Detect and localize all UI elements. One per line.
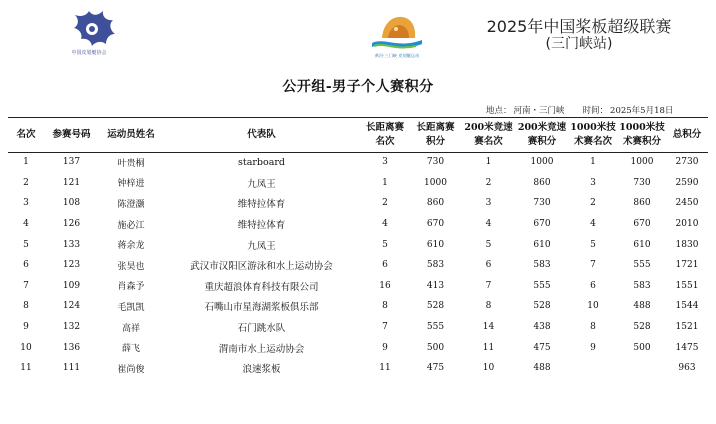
column-header-line: 赛名次	[474, 136, 503, 147]
cell-sprint-200m-points: 670	[533, 219, 551, 230]
table-row	[8, 358, 708, 379]
cell-athlete-name: 叶贵桐	[117, 158, 145, 169]
report-meta	[486, 104, 675, 116]
cell-athlete-name: 肖森予	[117, 282, 145, 293]
cell-long-distance-rank: 3	[382, 157, 388, 168]
column-header-sprint-200m-rank	[461, 118, 516, 152]
column-header-rank	[8, 118, 44, 152]
cell-rank: 5	[23, 239, 29, 250]
cell-bib-number: 136	[62, 342, 81, 353]
cell-sprint-200m-rank: 4	[485, 219, 492, 230]
cell-long-distance-points: 730	[426, 157, 445, 168]
cell-athlete-name: 崔尚俊	[117, 364, 145, 375]
column-header-line: 200米竞速	[517, 122, 567, 133]
cell-sprint-200m-rank: 10	[482, 363, 495, 374]
cell-total-points: 1521	[675, 322, 699, 333]
cell-total-points: 2730	[675, 157, 699, 168]
cell-technical-1000m-points	[618, 358, 666, 379]
cell-bib-number: 111	[62, 363, 81, 374]
column-header-technical-1000m-rank	[568, 118, 618, 152]
cell-technical-1000m-rank: 2	[590, 198, 596, 209]
cell-athlete-name: 薛飞	[121, 344, 140, 355]
column-header-line: 赛积分	[527, 136, 557, 147]
cell-athlete-name: 施必江	[117, 220, 145, 231]
cell-sprint-200m-rank: 7	[485, 280, 492, 291]
cell-long-distance-points: 1000	[424, 177, 447, 188]
cell-technical-1000m-rank: 5	[590, 239, 596, 250]
cell-bib-number: 132	[62, 322, 81, 333]
cell-bib-number: 124	[62, 301, 81, 312]
cell-athlete-name: 蒋余龙	[117, 241, 145, 252]
column-header-line: 名次	[375, 136, 395, 147]
page-title: 公开组-男子个人赛积分	[282, 79, 434, 95]
column-header-long-distance-points	[410, 118, 461, 152]
cell-technical-1000m-rank: 10	[587, 301, 599, 312]
cell-long-distance-points: 475	[426, 363, 445, 374]
cell-technical-1000m-points: 1000	[630, 157, 654, 168]
table-header-row	[8, 118, 708, 152]
cell-sprint-200m-points: 583	[533, 260, 551, 271]
column-header-line: 参赛号码	[52, 129, 91, 140]
cell-sprint-200m-points: 475	[533, 342, 551, 353]
cell-technical-1000m-rank: 4	[590, 219, 596, 230]
location-label: 地点：	[486, 106, 512, 116]
cell-athlete-name: 毛凯凯	[117, 302, 145, 313]
cell-bib-number: 123	[62, 260, 81, 271]
cell-total-points: 2010	[675, 219, 699, 230]
cell-long-distance-rank: 9	[382, 342, 388, 353]
column-header-line: 长距离赛	[365, 122, 404, 133]
column-header-line: 运动员姓名	[107, 129, 155, 140]
column-header-sprint-200m-points	[516, 118, 568, 152]
cell-long-distance-points: 555	[426, 322, 445, 333]
column-header-line: 积分	[425, 136, 445, 147]
event-logo	[366, 8, 428, 60]
cell-sprint-200m-rank: 11	[482, 342, 495, 353]
cell-technical-1000m-points: 555	[633, 260, 651, 271]
table-body	[8, 152, 708, 379]
cell-team: 九凤王	[247, 240, 276, 252]
cell-team: 维特拉体育	[237, 220, 286, 232]
cell-sprint-200m-points: 860	[533, 177, 551, 188]
cell-total-points: 963	[678, 363, 696, 374]
cell-total-points: 2590	[675, 177, 699, 188]
cell-total-points: 1475	[675, 342, 699, 353]
cell-technical-1000m-rank: 6	[590, 280, 596, 291]
cell-technical-1000m-rank: 1	[590, 157, 596, 168]
cell-rank: 3	[23, 198, 29, 209]
cell-athlete-name: 高祥	[121, 323, 140, 334]
cell-technical-1000m-points: 610	[633, 239, 651, 250]
cell-rank: 4	[23, 219, 29, 230]
cell-team: 浪速浆板	[242, 364, 281, 376]
cell-sprint-200m-points: 488	[533, 363, 551, 374]
cell-athlete-name: 张昊也	[117, 261, 145, 272]
cell-technical-1000m-rank	[568, 358, 618, 379]
cell-team: 石门跳水队	[237, 323, 286, 335]
cell-long-distance-points: 610	[426, 239, 445, 250]
cell-technical-1000m-points: 528	[633, 322, 651, 333]
cell-long-distance-points: 500	[426, 342, 445, 353]
cell-rank: 10	[20, 342, 32, 353]
event-title: 2025年中国桨板超级联赛	[486, 17, 672, 36]
cell-long-distance-rank: 7	[382, 322, 388, 333]
cell-technical-1000m-rank: 3	[590, 177, 596, 188]
cell-technical-1000m-rank: 9	[590, 342, 596, 353]
cell-technical-1000m-rank: 8	[590, 322, 596, 333]
cell-long-distance-rank: 11	[379, 363, 391, 374]
cell-long-distance-points: 670	[426, 219, 445, 230]
cell-sprint-200m-rank: 14	[482, 322, 495, 333]
table-row	[8, 337, 708, 358]
cell-technical-1000m-points: 488	[633, 301, 651, 312]
column-header-total-points	[666, 118, 708, 152]
cell-technical-1000m-rank: 7	[590, 260, 596, 271]
cell-sprint-200m-rank: 8	[485, 301, 492, 312]
cell-total-points: 1721	[675, 260, 699, 271]
cell-total-points: 1830	[675, 239, 699, 250]
cell-total-points: 1551	[675, 280, 699, 291]
cell-technical-1000m-points: 583	[633, 280, 651, 291]
cell-team: 维特拉体育	[237, 199, 286, 211]
column-header-athlete-name	[99, 118, 163, 152]
table-row	[8, 276, 708, 297]
cell-rank: 7	[23, 280, 29, 291]
cell-team: 九凤王	[247, 178, 276, 190]
cell-athlete-name: 陈澄灏	[117, 199, 145, 210]
results-table	[8, 118, 708, 379]
column-header-line: 代表队	[247, 129, 276, 140]
table-row	[8, 255, 708, 276]
cell-sprint-200m-points: 555	[533, 280, 551, 291]
cell-rank: 8	[23, 301, 29, 312]
cell-sprint-200m-rank: 6	[485, 260, 492, 271]
cell-bib-number: 121	[62, 177, 81, 188]
cell-technical-1000m-points: 500	[633, 342, 651, 353]
table-row	[8, 193, 708, 214]
cell-total-points: 1544	[675, 301, 699, 312]
cell-sprint-200m-rank: 2	[485, 177, 492, 188]
cell-rank: 1	[23, 157, 29, 168]
cell-team: 渭南市水上运动协会	[218, 343, 305, 355]
column-header-line: 长距离赛	[416, 122, 455, 133]
cell-bib-number: 108	[62, 198, 81, 209]
table-row	[8, 234, 708, 255]
column-header-technical-1000m-points	[618, 118, 666, 152]
event-subtitle: (三门峡站)	[545, 36, 613, 52]
cell-sprint-200m-points: 610	[533, 239, 551, 250]
date-value: 2025年5月18日	[610, 106, 674, 116]
column-header-line: 1000米技	[619, 122, 665, 133]
table-row	[8, 173, 708, 194]
table-row	[8, 152, 708, 173]
cell-athlete-name: 钟梓进	[117, 179, 145, 190]
cell-rank: 2	[23, 177, 29, 188]
cell-long-distance-rank: 8	[382, 301, 388, 312]
cell-sprint-200m-rank: 3	[485, 198, 492, 209]
cell-team: 重庆超浪体育科技有限公司	[204, 281, 319, 293]
cell-team: 武汉市汉阳区游泳和水上运动协会	[190, 261, 333, 273]
column-header-team	[163, 118, 360, 152]
cell-long-distance-rank: 2	[382, 198, 388, 209]
column-header-long-distance-rank	[360, 118, 410, 152]
cell-sprint-200m-points: 1000	[530, 157, 554, 168]
time-label: 时间：	[582, 106, 609, 116]
cell-bib-number: 137	[62, 157, 81, 168]
cell-sprint-200m-rank: 1	[485, 157, 492, 168]
association-logo	[58, 8, 120, 58]
column-header-bib-number	[44, 118, 99, 152]
cell-long-distance-rank: 6	[382, 260, 388, 271]
table-row	[8, 214, 708, 235]
location-value: 河南・三门峡	[513, 106, 565, 116]
cell-team: starboard	[238, 156, 285, 168]
cell-long-distance-points: 528	[426, 301, 445, 312]
cell-rank: 9	[23, 322, 29, 333]
cell-technical-1000m-points: 860	[633, 198, 651, 209]
cell-rank: 6	[23, 260, 29, 271]
cell-bib-number: 133	[62, 239, 81, 250]
cell-total-points: 2450	[675, 198, 699, 209]
cell-long-distance-points: 860	[426, 198, 445, 209]
cell-long-distance-points: 413	[426, 280, 445, 291]
cell-long-distance-points: 583	[426, 260, 445, 271]
table-row	[8, 317, 708, 338]
event-logo-caption: 黄河·三门峡 皮划艇运动	[374, 53, 420, 58]
column-header-line: 术赛积分	[622, 136, 661, 147]
cell-long-distance-rank: 1	[382, 177, 388, 188]
cell-team: 石嘴山市星海湖浆板俱乐部	[204, 302, 319, 314]
column-header-line: 200米竞速	[464, 122, 513, 133]
column-header-line: 1000米技	[570, 122, 616, 133]
cell-technical-1000m-points: 670	[633, 219, 651, 230]
cell-technical-1000m-points: 730	[633, 177, 651, 188]
cell-long-distance-rank: 16	[379, 280, 391, 291]
cell-sprint-200m-rank: 5	[485, 239, 492, 250]
cell-bib-number: 109	[62, 280, 81, 291]
cell-rank: 11	[20, 363, 32, 374]
cell-bib-number: 126	[62, 219, 81, 230]
cell-sprint-200m-points: 528	[533, 301, 551, 312]
association-logo-caption: 中国皮划艇协会	[71, 50, 107, 56]
cell-sprint-200m-points: 730	[533, 198, 551, 209]
column-header-line: 术赛名次	[573, 136, 612, 147]
cell-long-distance-rank: 4	[382, 219, 388, 230]
cell-sprint-200m-points: 438	[533, 322, 551, 333]
column-header-line: 总积分	[672, 129, 702, 140]
column-header-line: 名次	[16, 129, 36, 140]
table-row	[8, 296, 708, 317]
cell-long-distance-rank: 5	[382, 239, 388, 250]
